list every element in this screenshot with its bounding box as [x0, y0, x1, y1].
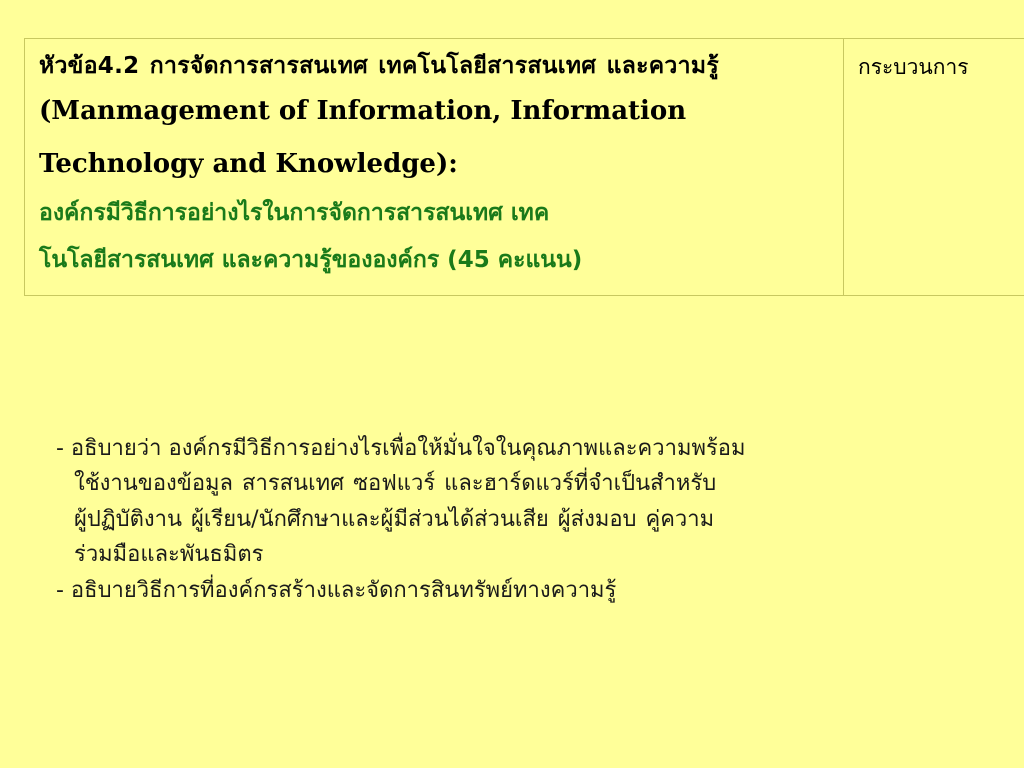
bullet-2-line-1: - อธิบายวิธีการที่องค์กรสร้างและจัดการสินทรัพย์ทางความรู้ — [56, 577, 617, 603]
table-row — [25, 39, 1024, 296]
bullet-1-line-1: - อธิบายว่า องค์กรมีวิธีการอย่างไรเพื่อให้มั่นใจในคุณภาพและความพร้อม — [56, 436, 746, 461]
body-text-block — [56, 432, 976, 609]
header-table-container — [24, 38, 1000, 296]
criteria-question-line-2: โนโลยีสารสนเทศ และความรู้ขององค์กร (45 คะแนน) — [39, 246, 583, 273]
criteria-english-line-1: (Manmagement of Information, Information — [39, 96, 687, 127]
bullet-1-line-2: ใช้งานของข้อมูล สารสนเทศ ซอฟแวร์ และฮาร์ดแวร์ที่จำเป็นสำหรับ — [74, 471, 717, 497]
criteria-header-table — [24, 38, 1024, 296]
criteria-english-line-2: Technology and Knowledge): — [39, 149, 458, 180]
bullet-1-line-4: ร่วมมือและพันธมิตร — [74, 542, 264, 568]
bullet-1-line-3: ผู้ปฏิบัติงาน ผู้เรียน/นักศึกษาและผู้มีส่วนได้ส่วนเสีย ผู้ส่งมอบ คู่ความ — [74, 506, 715, 532]
criteria-category-label: กระบวนการ — [858, 55, 969, 79]
criteria-thai-heading: หัวข้อ4.2 การจัดการสารสนเทศ เทคโนโลยีสารสนเทศ และความรู้ — [39, 53, 719, 79]
criteria-question-line-1: องค์กรมีวิธีการอย่างไรในการจัดการสารสนเทศ เทค — [39, 200, 550, 227]
criteria-description-cell — [25, 39, 844, 296]
criteria-category-cell — [844, 39, 1024, 296]
